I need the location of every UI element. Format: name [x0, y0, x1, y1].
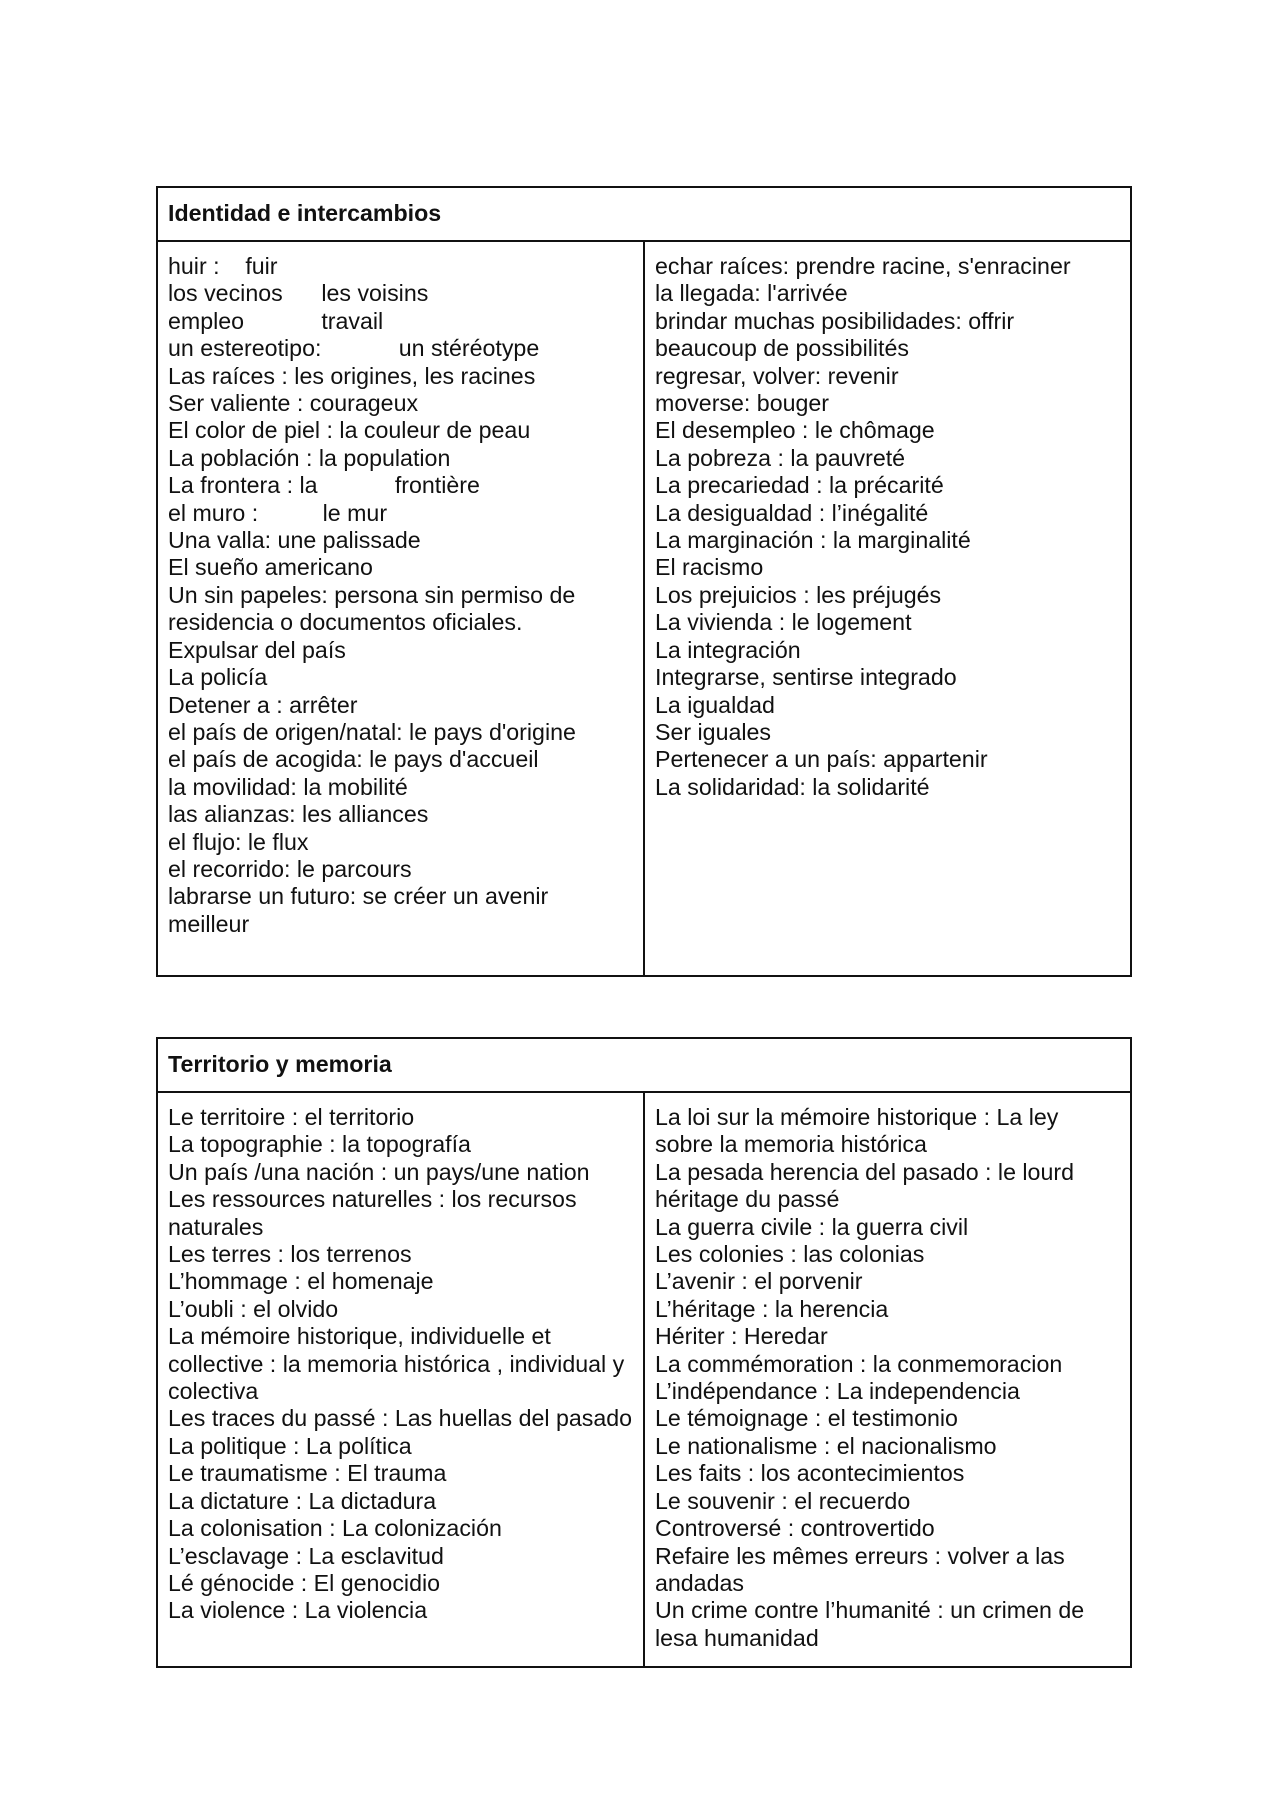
vocab-entry: La integración — [655, 636, 801, 663]
vocab-entry: Le témoignage : el testimonio — [655, 1405, 958, 1432]
vocab-entry: Ser valiente : courageux — [168, 390, 419, 417]
vocab-entry: Le territoire : el territorio — [168, 1104, 415, 1130]
section-title: Identidad e intercambios — [157, 187, 1131, 241]
vocab-entry: Les terres : los terrenos — [168, 1241, 412, 1268]
vocab-entry: La vivienda : le logement — [655, 609, 912, 636]
vocab-entry: Pertenecer a un país: appartenir — [655, 746, 988, 773]
vocab-entry: el país de origen/natal: le pays d'origine — [168, 718, 576, 745]
vocab-entry: La marginación : la marginalité — [655, 527, 971, 554]
vocab-entry: La pesada herencia del pasado : le lourd héritage du passé — [655, 1158, 1081, 1213]
vocab-entry: Les faits : los acontecimientos — [655, 1460, 965, 1487]
vocab-entry: Les traces du passé : Las huellas del pasado — [168, 1405, 633, 1432]
vocab-entry: Le nationalisme : el nacionalismo — [655, 1432, 997, 1459]
vocab-entry: Expulsar del país — [168, 636, 346, 663]
vocab-entry: Lé génocide : El genocidio — [168, 1569, 441, 1596]
vocab-entry: un estereotipo: un stéréotype — [168, 335, 540, 362]
vocab-entry: echar raíces: prendre racine, s'enraciner — [655, 253, 1071, 279]
vocab-entry: labrarse un futuro: se créer un avenir meilleur — [168, 883, 555, 937]
vocab-entry: empleo travail — [168, 307, 384, 334]
vocab-entry: L’héritage : la herencia — [655, 1295, 889, 1322]
vocab-entry: el país de acogida: le pays d'accueil — [168, 746, 539, 773]
vocab-entry: La commémoration : la conmemoracion — [655, 1350, 1063, 1377]
vocab-entry: L’avenir : el porvenir — [655, 1268, 863, 1295]
vocab-entry: La policía — [168, 664, 268, 691]
vocab-table-identidad — [156, 186, 1132, 977]
vocab-entry: los vecinos les voisins — [168, 280, 429, 307]
vocab-entry: La guerra civile : la guerra civil — [655, 1213, 969, 1240]
vocab-entry: La colonisation : La colonización — [168, 1515, 502, 1542]
vocab-entry: Le souvenir : el recuerdo — [655, 1487, 911, 1514]
vocab-entry: huir : fuir — [168, 253, 278, 279]
vocab-entry: brindar muchas posibilidades: offrir beaucoup de possibilités — [655, 307, 1021, 362]
vocab-entry: regresar, volver: revenir — [655, 362, 899, 389]
vocab-entry: El color de piel : la couleur de peau — [168, 417, 531, 444]
vocab-entry: La mémoire historique, individuelle et collective : la memoria histórica , individual y colectiva — [168, 1323, 631, 1405]
vocab-entry: Les colonies : las colonias — [655, 1241, 925, 1268]
vocab-entry: la movilidad: la mobilité — [168, 773, 408, 800]
vocab-entry: el recorrido: le parcours — [168, 855, 412, 882]
vocab-entry: La topographie : la topografía — [168, 1131, 471, 1158]
vocab-entry: La loi sur la mémoire historique : La ley sobre la memoria histórica — [655, 1104, 1065, 1158]
vocab-entry: Refaire les mêmes erreurs : volver a las andadas — [655, 1542, 1072, 1596]
section-title: Territorio y memoria — [157, 1038, 1131, 1092]
vocab-entry: L’esclavage : La esclavitud — [168, 1542, 444, 1569]
vocab-entry: La dictature : La dictadura — [168, 1487, 437, 1514]
vocab-entry: las alianzas: les alliances — [168, 801, 429, 828]
vocab-entry: La solidaridad: la solidarité — [655, 773, 930, 800]
vocab-entry: La pobreza : la pauvreté — [655, 444, 906, 471]
vocab-entry: El racismo — [655, 554, 764, 581]
vocab-entry: La precariedad : la précarité — [655, 472, 944, 499]
vocab-entry: L’indépendance : La independencia — [655, 1378, 1020, 1405]
vocab-entry: Detener a : arrêter — [168, 691, 358, 718]
vocab-entry: Un país /una nación : un pays/une nation — [168, 1158, 590, 1185]
vocab-entry: L’hommage : el homenaje — [168, 1268, 434, 1295]
vocab-entry: El desempleo : le chômage — [655, 417, 935, 444]
vocab-entry: La desigualdad : l’inégalité — [655, 499, 929, 526]
vocab-entry: Le traumatisme : El trauma — [168, 1460, 447, 1487]
vocab-entry: El sueño americano — [168, 554, 373, 581]
vocab-entry: Las raíces : les origines, les racines — [168, 362, 536, 389]
vocab-entry: Ser iguales — [655, 718, 772, 745]
vocab-column-right — [644, 1092, 1131, 1667]
vocab-entry: moverse: bouger — [655, 390, 829, 417]
vocab-entry: Los prejuicios : les préjugés — [655, 581, 942, 608]
vocab-column-left — [157, 241, 644, 976]
vocab-entry: el flujo: le flux — [168, 828, 309, 855]
vocab-entry: Les ressources naturelles : los recursos naturales — [168, 1186, 583, 1240]
vocab-entry: Un sin papeles: persona sin permiso de residencia o documentos oficiales. — [168, 581, 582, 636]
vocab-entry: L’oubli : el olvido — [168, 1295, 339, 1322]
vocab-entry: la llegada: l'arrivée — [655, 280, 848, 307]
vocab-entry: Un crime contre l’humanité : un crimen de lesa humanidad — [655, 1597, 1091, 1651]
vocab-entry: La población : la population — [168, 444, 451, 471]
vocab-entry: el muro : le mur — [168, 499, 388, 526]
vocab-entry: La frontera : la frontière — [168, 472, 480, 499]
vocab-entry: Una valla: une palissade — [168, 527, 421, 554]
vocab-column-right — [644, 241, 1131, 976]
vocab-entry: Controversé : controvertido — [655, 1515, 935, 1542]
vocab-entry: La politique : La política — [168, 1432, 412, 1459]
vocab-column-left — [157, 1092, 644, 1667]
vocab-entry: La violence : La violencia — [168, 1597, 428, 1624]
vocab-entry: Integrarse, sentirse integrado — [655, 664, 957, 691]
vocab-entry: La igualdad — [655, 691, 775, 718]
vocab-table-territorio — [156, 1037, 1132, 1668]
vocab-entry: Hériter : Heredar — [655, 1323, 828, 1350]
